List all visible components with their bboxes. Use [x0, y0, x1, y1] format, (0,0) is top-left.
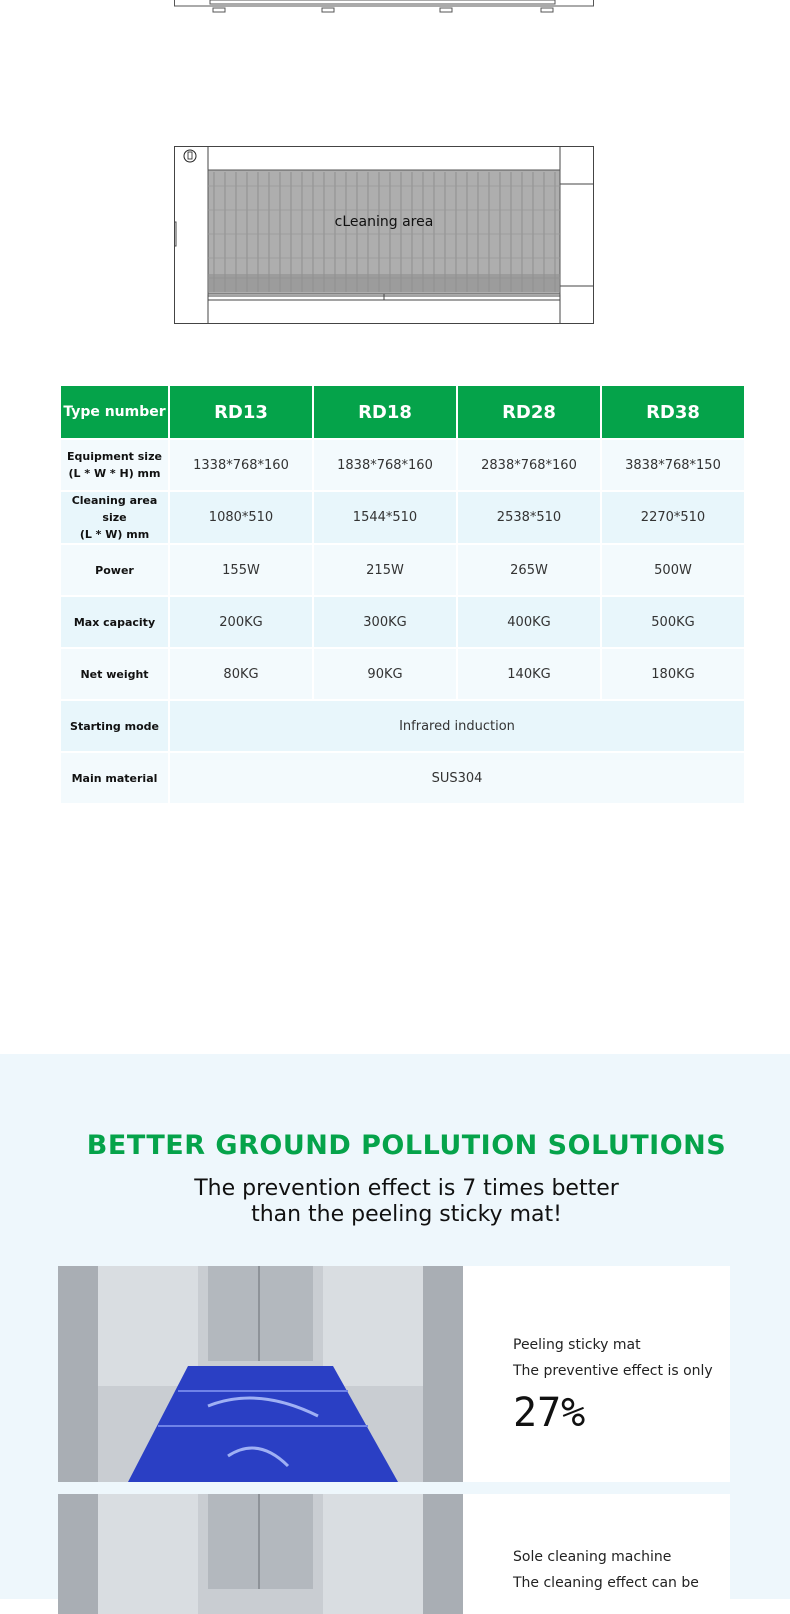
row-label-line: Equipment size: [67, 450, 162, 463]
solutions-headline: BETTER GROUND POLLUTION SOLUTIONS: [86, 1130, 727, 1161]
table-cell: 300KG: [314, 597, 456, 647]
sticky-mat-photo: [58, 1266, 463, 1482]
table-cell: 1080*510: [170, 492, 312, 543]
table-cell: 2838*768*160: [458, 440, 600, 490]
card-description: The cleaning effect can be: [513, 1575, 699, 1591]
table-cell: 1544*510: [314, 492, 456, 543]
card-text-block: [513, 1332, 728, 1436]
table-cell: 3838*768*150: [602, 440, 744, 490]
table-cell: 200KG: [170, 597, 312, 647]
table-cell: 80KG: [170, 649, 312, 699]
table-row-power: [61, 545, 744, 595]
table-cell: 500W: [602, 545, 744, 595]
table-cell: 1338*768*160: [170, 440, 312, 490]
card-title: Peeling sticky mat: [513, 1337, 641, 1353]
table-cell: 500KG: [602, 597, 744, 647]
table-cell: 90KG: [314, 649, 456, 699]
cleaning-area-label: cLeaning area: [334, 214, 434, 230]
row-label: [61, 440, 168, 490]
row-label: Power: [61, 545, 168, 595]
header-type-number: Type number: [61, 386, 168, 438]
machine-top-view-drawing: [174, 146, 594, 324]
table-cell: 155W: [170, 545, 312, 595]
table-row-max-capacity: [61, 597, 744, 647]
row-label: Starting mode: [61, 701, 168, 751]
subheadline-line-2: than the peeling sticky mat!: [251, 1202, 562, 1227]
effect-percentage: 27%: [513, 1390, 586, 1436]
header-model-rd38: RD38: [602, 386, 744, 438]
table-cell: 215W: [314, 545, 456, 595]
table-row-starting-mode: [61, 701, 744, 751]
card-title: Sole cleaning machine: [513, 1549, 672, 1565]
table-cell: 1838*768*160: [314, 440, 456, 490]
table-row-net-weight: [61, 649, 744, 699]
table-cell: 140KG: [458, 649, 600, 699]
table-cell: 180KG: [602, 649, 744, 699]
table-cell: 265W: [458, 545, 600, 595]
row-label-line: (L * W) mm: [79, 528, 150, 541]
header-model-rd28: RD28: [458, 386, 600, 438]
table-cell: 2270*510: [602, 492, 744, 543]
table-row-main-material: [61, 753, 744, 803]
table-cell: 2538*510: [458, 492, 600, 543]
table-cell: 400KG: [458, 597, 600, 647]
table-cell-span: Infrared induction: [170, 701, 744, 751]
table-row-cleaning-area-size: [61, 492, 744, 543]
header-model-rd18: RD18: [314, 386, 456, 438]
comparison-card-sticky-mat: [58, 1266, 730, 1482]
card-text-block: [513, 1544, 728, 1596]
table-header-row: [61, 386, 744, 438]
machine-drawing-svg: [174, 146, 594, 324]
table-row-equipment-size: [61, 440, 744, 490]
card-description: The preventive effect is only: [513, 1363, 713, 1379]
sole-cleaner-photo: [58, 1494, 463, 1614]
drawing-top-fragment: [174, 0, 594, 14]
row-label-line: (L * W * H) mm: [68, 467, 161, 480]
spec-table: [59, 384, 746, 805]
table-cell-span: SUS304: [170, 753, 744, 803]
row-label: Max capacity: [61, 597, 168, 647]
solutions-subheadline: [0, 1176, 790, 1228]
row-label: [61, 492, 168, 543]
subheadline-line-1: The prevention effect is 7 times better: [194, 1176, 619, 1201]
row-label-line: Cleaning area size: [71, 494, 158, 524]
row-label: Net weight: [61, 649, 168, 699]
header-model-rd13: RD13: [170, 386, 312, 438]
row-label: Main material: [61, 753, 168, 803]
comparison-card-sole-cleaner: [58, 1494, 730, 1614]
